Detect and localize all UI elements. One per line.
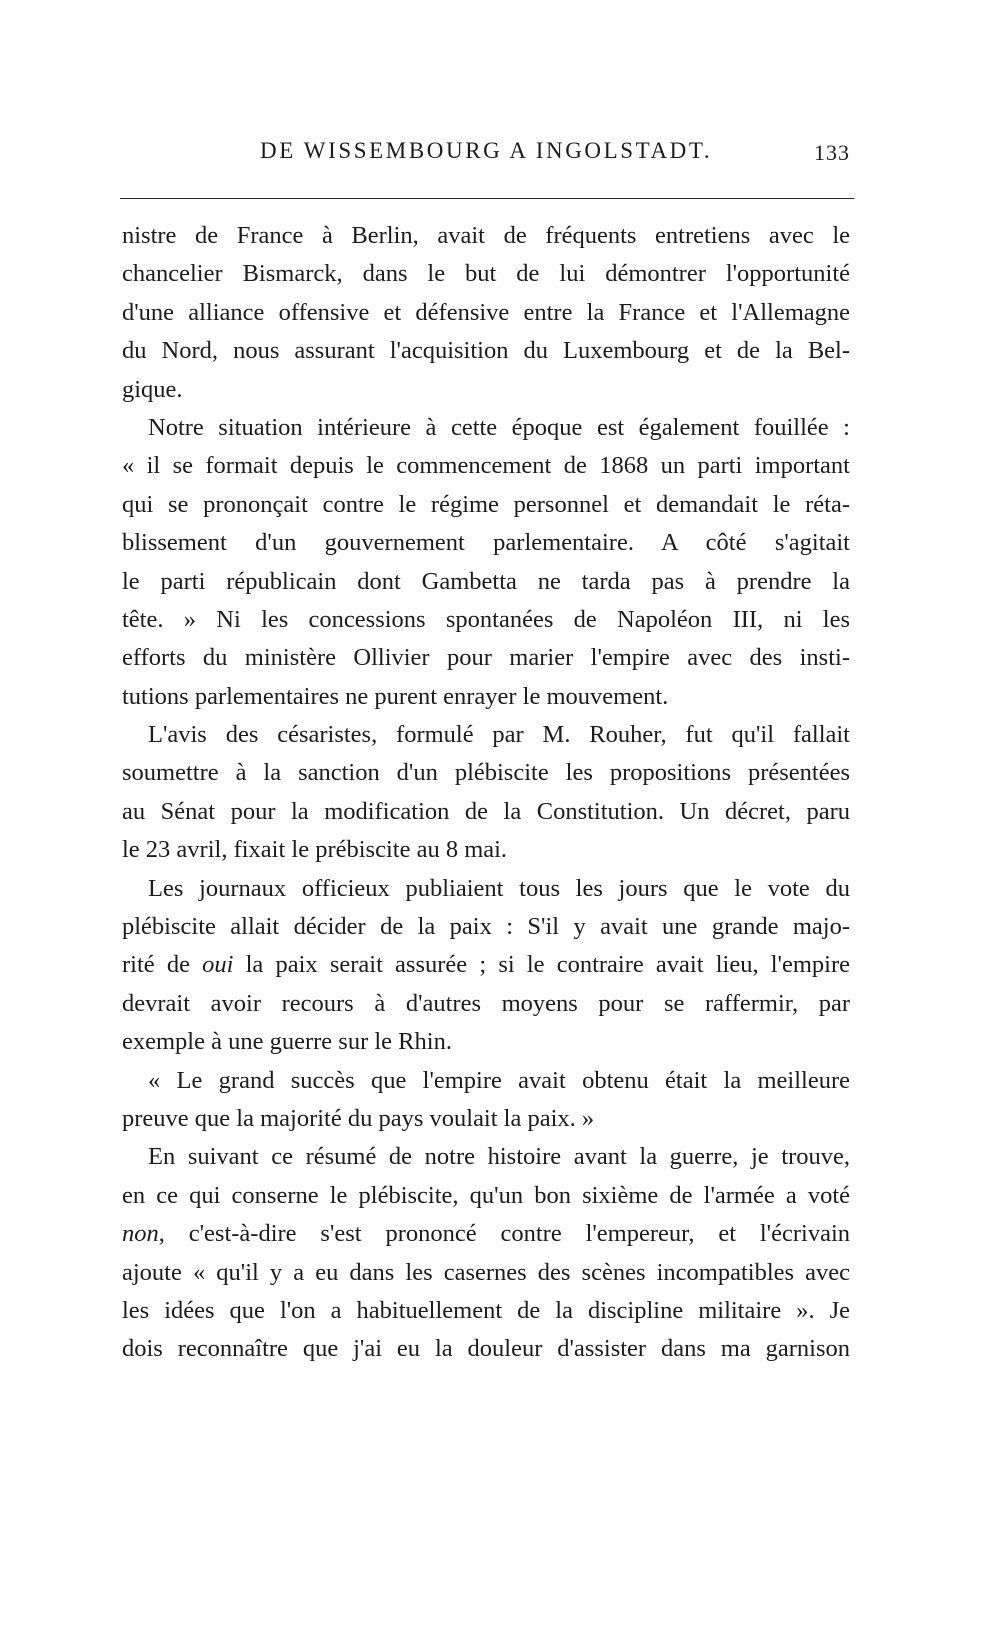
text-line: Notre situation intérieure à cette époque est également fouillée : (148, 413, 850, 441)
text-line: du Nord, nous assurant l'acquisition du Luxembourg et de la Bel- (122, 337, 850, 365)
text-line: d'une alliance offensive et défensive entre la France et l'Allemagne (122, 298, 850, 326)
body-text (122, 217, 850, 1369)
text-line: En suivant ce résumé de notre histoire avant la guerre, je trouve, (148, 1143, 850, 1171)
text-line: le 23 avril, fixait le prébiscite au 8 mai. (122, 836, 508, 864)
text-line: « il se formait depuis le commencement de 1868 un parti important (122, 452, 850, 480)
text-line: tutions parlementaires ne purent enrayer le mouvement. (122, 682, 669, 710)
text-line: rité de oui la paix serait assurée ; si le contraire avait lieu, l'empire (122, 951, 850, 979)
text-line: blissement d'un gouvernement parlementaire. A côté s'agitait (122, 529, 850, 557)
text-line: nistre de France à Berlin, avait de fréquents entretiens avec le (122, 222, 850, 249)
page-number: 133 (814, 140, 850, 165)
text-line: « Le grand succès que l'empire avait obtenu était la meilleure (148, 1066, 850, 1094)
running-title: DE WISSEMBOURG A INGOLSTADT. (260, 138, 713, 163)
text-line: L'avis des césaristes, formulé par M. Rouher, fut qu'il fallait (148, 721, 850, 749)
text-line: gique. (122, 375, 183, 403)
text-line: le parti républicain dont Gambetta ne tarda pas à prendre la (122, 567, 850, 595)
text-line: tête. » Ni les concessions spontanées de Napoléon III, ni les (122, 605, 850, 633)
text-line: devrait avoir recours à d'autres moyens pour se raffermir, par (122, 989, 850, 1017)
text-line: les idées que l'on a habituellement de la discipline militaire ». Je (122, 1296, 850, 1324)
text-line: ajoute « qu'il y a eu dans les casernes des scènes incompatibles avec (122, 1258, 850, 1286)
text-line: chancelier Bismarck, dans le but de lui démontrer l'opportunité (122, 260, 850, 288)
text-line: plébiscite allait décider de la paix : S'il y avait une grande majo- (122, 913, 850, 941)
text-line: soumettre à la sanction d'un plébiscite les propositions présentées (122, 759, 850, 787)
text-line: non, c'est-à-dire s'est prononcé contre l'empereur, et l'écrivain (122, 1220, 850, 1248)
text-line: Les journaux officieux publiaient tous les jours que le vote du (148, 874, 850, 902)
text-line: exemple à une guerre sur le Rhin. (122, 1028, 452, 1056)
text-line: au Sénat pour la modification de la Constitution. Un décret, paru (122, 797, 850, 825)
text-line: en ce qui conserne le plébiscite, qu'un bon sixième de l'armée a voté (122, 1181, 850, 1209)
text-line: preuve que la majorité du pays voulait la paix. » (122, 1104, 595, 1132)
text-line: qui se prononçait contre le régime personnel et demandait le réta- (122, 490, 850, 518)
text-line: dois reconnaître que j'ai eu la douleur d'assister dans ma garnison (122, 1335, 850, 1363)
header-rule (120, 198, 854, 199)
page-header (122, 138, 850, 178)
text-line: efforts du ministère Ollivier pour marier l'empire avec des insti- (122, 644, 850, 672)
